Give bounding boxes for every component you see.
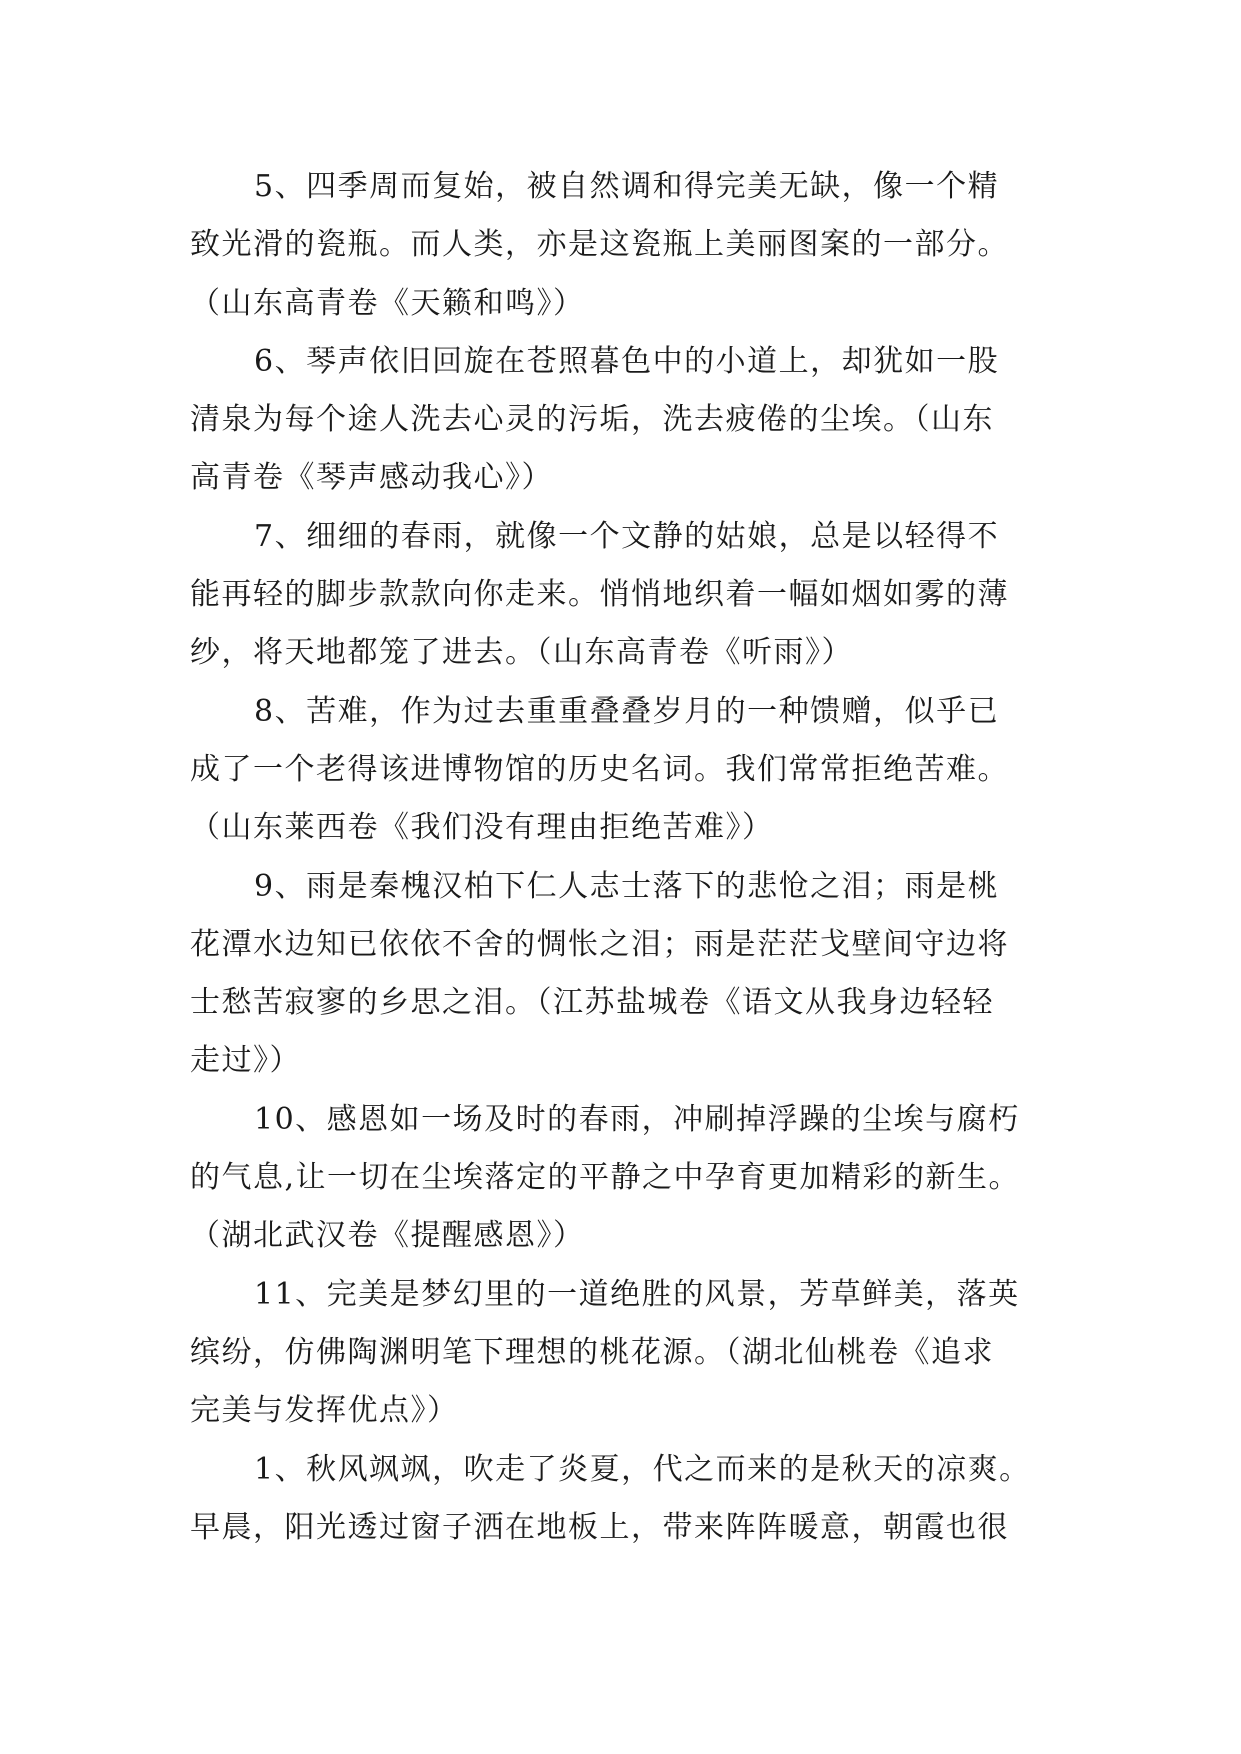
text-line: 8、苦难，作为过去重重叠叠岁月的一种馈赠，似乎已	[254, 693, 1000, 729]
text-line: 致光滑的瓷瓶。而人类，亦是这瓷瓶上美丽图案的一部分。	[190, 227, 1009, 263]
text-line: 9、雨是秦槐汉柏下仁人志士落下的悲怆之泪；雨是桃	[254, 868, 1000, 904]
paragraph-5	[190, 158, 1060, 333]
text-line: 成了一个老得该进博物馆的历史名词。我们常常拒绝苦难。	[190, 751, 1009, 787]
text-line: 纱，将天地都笼了进去。（山东高青卷《听雨》）	[190, 635, 853, 671]
paragraph-9	[190, 858, 1060, 1091]
text-line: 早晨，阳光透过窗子洒在地板上，带来阵阵暖意，朝霞也很	[190, 1509, 1009, 1545]
text-line: 10、感恩如一场及时的春雨，冲刷掉浮躁的尘埃与腐朽	[254, 1101, 1020, 1137]
text-line: 7、细细的春雨，就像一个文静的姑娘，总是以轻得不	[254, 518, 1000, 554]
text-line: （山东莱西卷《我们没有理由拒绝苦难》）	[190, 810, 774, 846]
text-line: 11、完美是梦幻里的一道绝胜的风景，芳草鲜美，落英	[254, 1276, 1020, 1312]
text-line: 的气息,让一切在尘埃落定的平静之中孕育更加精彩的新生。	[190, 1160, 1021, 1196]
text-line: 高青卷《琴声感动我心》）	[190, 460, 553, 496]
paragraph-8	[190, 683, 1060, 858]
document-body	[190, 158, 1060, 1557]
text-line: 士愁苦寂寥的乡思之泪。（江苏盐城卷《语文从我身边轻轻	[190, 985, 994, 1021]
paragraph-7	[190, 508, 1060, 683]
text-line: （湖北武汉卷《提醒感恩》）	[190, 1218, 585, 1254]
text-line: 1、秋风飒飒，吹走了炎夏，代之而来的是秋天的凉爽。	[254, 1451, 1031, 1487]
text-line: 花潭水边知已依依不舍的惆怅之泪；雨是茫茫戈壁间守边将	[190, 926, 1009, 962]
text-line: 走过》）	[190, 1043, 301, 1079]
text-line: （山东高青卷《天籁和鸣》）	[190, 285, 585, 321]
text-line: 完美与发挥优点》）	[190, 1393, 459, 1429]
paragraph-11	[190, 1266, 1060, 1441]
text-line: 5、四季周而复始，被自然调和得完美无缺，像一个精	[254, 169, 1000, 204]
text-line: 6、琴声依旧回旋在苍照暮色中的小道上，却犹如一股	[254, 343, 1000, 379]
paragraph-1	[190, 1441, 1060, 1558]
text-line: 能再轻的脚步款款向你走来。悄悄地织着一幅如烟如雾的薄	[190, 577, 1009, 613]
paragraph-6	[190, 333, 1060, 508]
paragraph-10	[190, 1091, 1060, 1266]
text-line: 清泉为每个途人洗去心灵的污垢，洗去疲倦的尘埃。（山东	[190, 402, 994, 438]
text-line: 缤纷，仿佛陶渊明笔下理想的桃花源。（湖北仙桃卷《追求	[190, 1334, 994, 1370]
